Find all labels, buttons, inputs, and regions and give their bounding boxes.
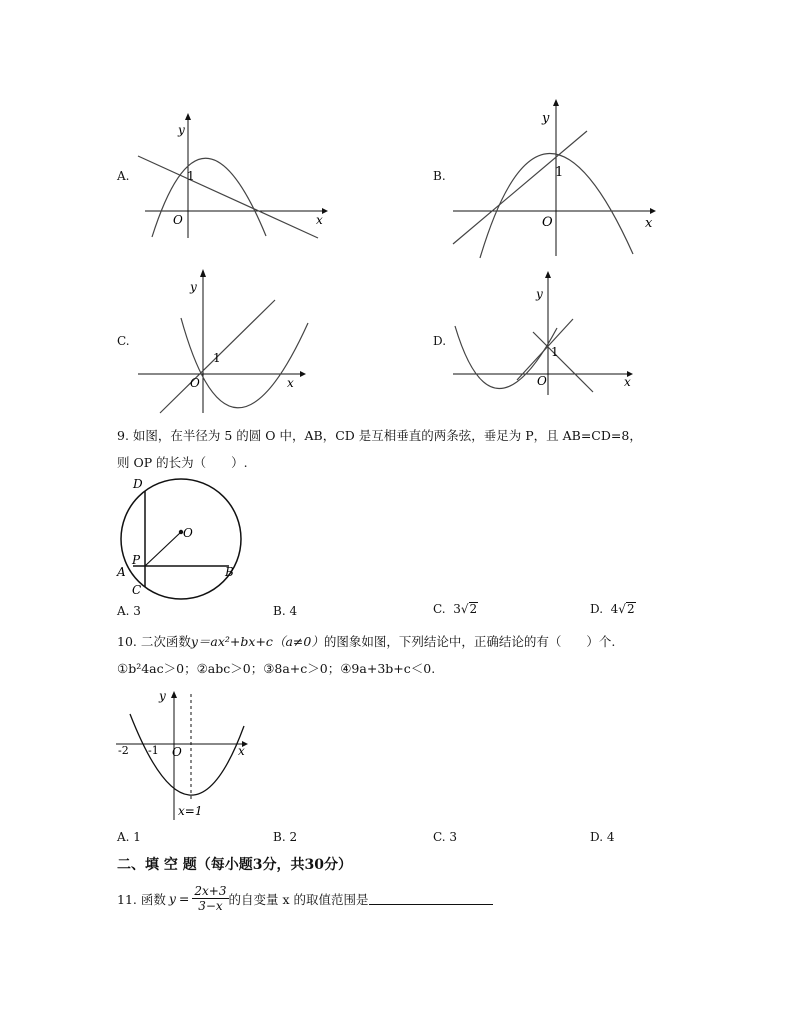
section-heading: 二、填 空 题（每小题3分，共30分） (117, 857, 352, 873)
q10-option-d: D. 4 (590, 830, 615, 844)
option-d-label: D. (433, 334, 447, 348)
b-y-label: y (542, 111, 550, 126)
graph-a (130, 110, 330, 250)
d-origin-label: O (537, 374, 547, 388)
q10-tick-minus1: -1 (148, 744, 159, 757)
q10-tick-minus2: -2 (118, 744, 129, 757)
option-b-label: B. (433, 169, 446, 183)
c-origin-label: O (190, 376, 200, 390)
d-x-label: x (624, 375, 631, 389)
d-one-label: 1 (551, 345, 559, 359)
q10-origin-label: O (172, 745, 182, 759)
q9-label-b: B (225, 565, 234, 579)
a-y-label: y (178, 123, 185, 137)
q10-stem-line1: 10. 二次函数y＝ax²+bx+c（a≠0）的图象如图，下列结论中，正确结论的有（ ）个. (117, 634, 616, 649)
c-x-label: x (287, 376, 294, 390)
q9-option-d: D. 4√2 (590, 602, 635, 616)
a-origin-label: O (173, 213, 183, 227)
b-x-label: x (645, 216, 653, 231)
q10-x-label: x (238, 744, 245, 758)
q10-axis-of-symmetry-label: x=1 (178, 804, 203, 818)
option-a-label: A. (117, 169, 130, 183)
q9-option-c: C. 3√2 (433, 602, 478, 616)
q10-y-label: y (159, 689, 166, 703)
q9-label-d: D (133, 477, 143, 491)
q11-fraction: $\frac{2x+3}{3-x}$ (194, 884, 227, 913)
q9-option-a: A. 3 (117, 604, 141, 618)
graph-c (130, 265, 315, 415)
q10-statements: ①b²4ac＞0；②abc＞0；③8a+c＞0；④9a+3b+c＜0. (117, 661, 436, 676)
q10-option-c: C. 3 (433, 830, 458, 844)
q10-option-a: A. 1 (117, 830, 141, 844)
q9-circle-figure (112, 474, 252, 600)
q10-option-b: B. 2 (273, 830, 298, 844)
c-y-label: y (190, 280, 197, 294)
q9-stem-line1: 9. 如图，在半径为 5 的圆 O 中，AB，CD 是互相垂直的两条弦，垂足为 P，且 AB=CD=8， (117, 428, 642, 443)
q9-label-c: C (132, 583, 142, 597)
option-c-label: C. (117, 334, 130, 348)
b-one-label: 1 (555, 165, 564, 180)
q9-option-b: B. 4 (273, 604, 298, 618)
q10-parabola-figure (112, 688, 257, 823)
d-y-label: y (536, 287, 543, 301)
q9-label-p: P (132, 553, 141, 567)
b-origin-label: O (542, 215, 553, 230)
q9-label-a: A (117, 565, 126, 579)
q9-stem-line2: 则 OP 的长为（ ）. (117, 455, 248, 470)
a-one-label: 1 (187, 169, 195, 183)
c-one-label: 1 (213, 351, 221, 365)
a-x-label: x (316, 213, 323, 227)
q11-answer-blank[interactable] (369, 892, 493, 905)
q11-stem: 11. 函数 y = $\frac{2x+3}{3-x}$ 的自变量 x 的取值范围是 (117, 884, 493, 913)
q9-label-o: O (183, 526, 193, 540)
graph-d (445, 270, 640, 400)
graph-b (445, 96, 660, 261)
